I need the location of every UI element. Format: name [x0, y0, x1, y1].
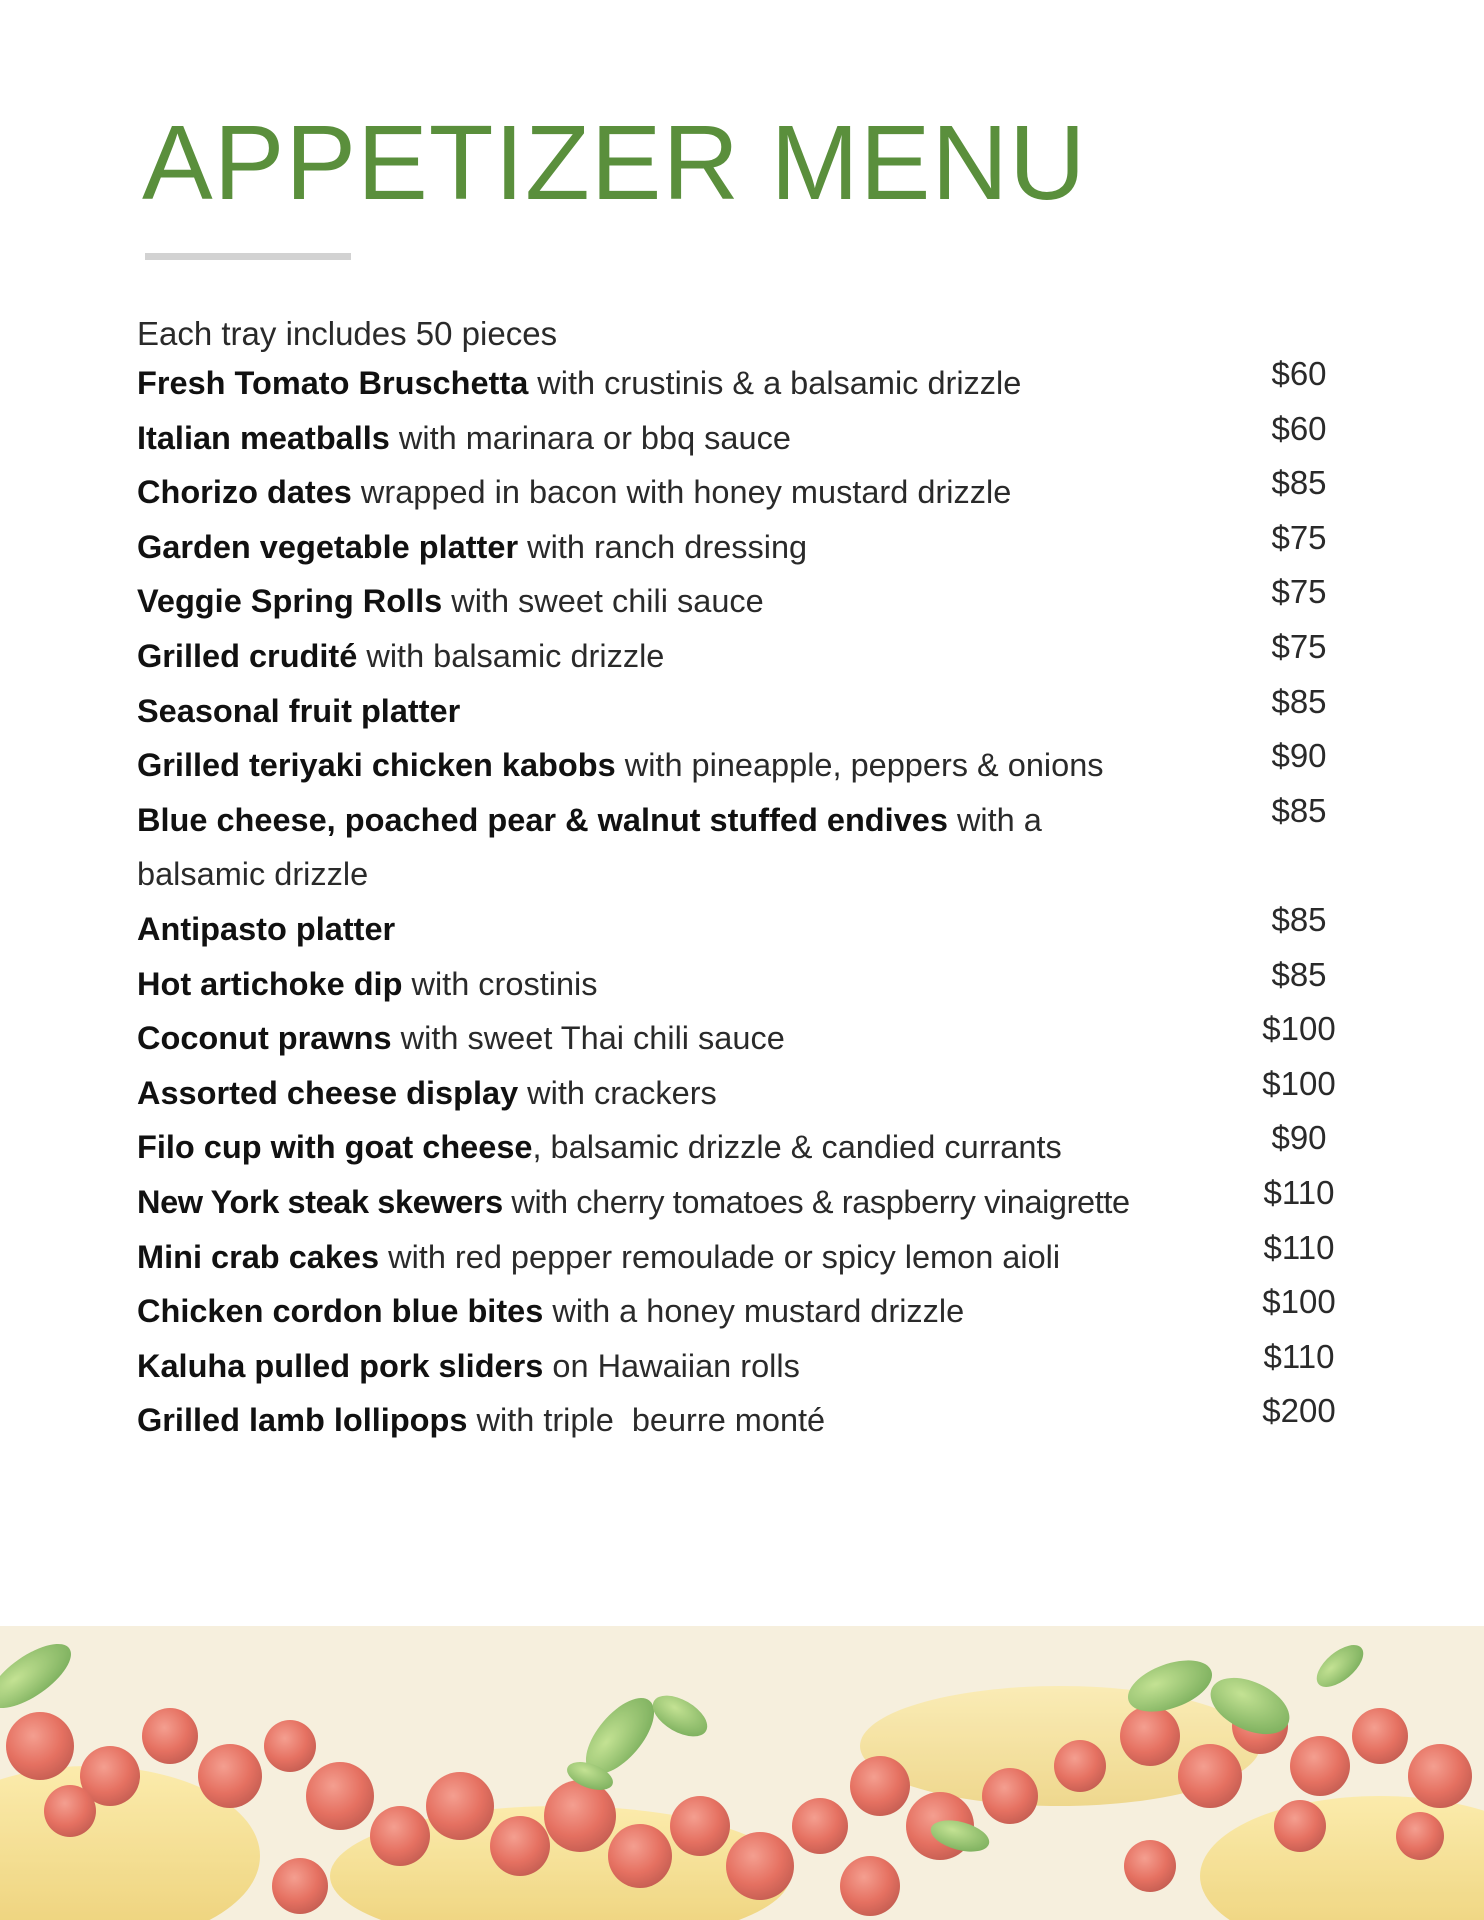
bruschetta-illustration — [0, 1626, 1484, 1920]
menu-item — [137, 957, 1337, 1012]
item-description: , balsamic drizzle & candied currants — [532, 1129, 1062, 1166]
item-name: Fresh Tomato Bruschetta — [137, 365, 529, 401]
menu-item — [137, 1230, 1337, 1285]
menu-item — [137, 1175, 1337, 1230]
item-price: $60 — [1271, 409, 1327, 447]
item-price: $90 — [1271, 1119, 1327, 1157]
item-price: $110 — [1263, 1173, 1335, 1211]
item-description: with a balsamic drizzle — [137, 801, 1042, 893]
item-description: with triple beurre monté — [467, 1402, 826, 1439]
item-price: $100 — [1262, 1010, 1336, 1048]
menu-item — [137, 520, 1337, 575]
item-name: Chicken cordon blue bites — [137, 1293, 544, 1330]
item-description: with marinara or bbq sauce — [389, 419, 791, 456]
item-description: with cherry tomatoes & raspberry vinaigrette — [502, 1183, 1130, 1220]
menu-list — [137, 312, 1337, 1448]
menu-item — [137, 629, 1337, 684]
item-name: Veggie Spring Rolls — [137, 583, 443, 620]
item-price: $100 — [1262, 1283, 1336, 1321]
item-price: $90 — [1271, 737, 1327, 775]
menu-item — [137, 1120, 1337, 1175]
item-price: $200 — [1262, 1392, 1336, 1430]
item-price: $75 — [1271, 518, 1327, 556]
item-price: $85 — [1271, 791, 1327, 829]
item-price: $85 — [1271, 900, 1327, 938]
item-description: with ranch dressing — [518, 528, 808, 565]
item-description: with crustinis & a balsamic drizzle — [528, 365, 1022, 401]
item-name: Grilled lamb lollipops — [137, 1402, 468, 1439]
item-name: Assorted cheese display — [137, 1074, 519, 1111]
page-title: APPETIZER MENU — [142, 104, 1087, 222]
menu-item — [137, 902, 1337, 957]
menu-item — [137, 356, 1337, 411]
item-name: Blue cheese, poached pear & walnut stuffed endives — [137, 801, 948, 838]
item-description: with a honey mustard drizzle — [543, 1293, 965, 1330]
menu-item — [137, 1011, 1337, 1066]
item-name: Mini crab cakes — [137, 1238, 380, 1275]
item-description: on Hawaiian rolls — [543, 1347, 800, 1384]
title-divider — [145, 253, 351, 260]
item-price: $100 — [1262, 1064, 1336, 1102]
menu-item — [137, 465, 1337, 520]
menu-item — [137, 1339, 1337, 1394]
item-description: with crostinis — [402, 965, 598, 1002]
menu-item — [137, 684, 1337, 739]
item-name: New York steak skewers — [137, 1183, 503, 1220]
tray-note: Each tray includes 50 pieces — [137, 315, 558, 352]
menu-item — [137, 1284, 1337, 1339]
menu-item — [137, 738, 1337, 793]
item-description: with balsamic drizzle — [357, 637, 665, 674]
item-name: Hot artichoke dip — [137, 965, 403, 1002]
item-name: Filo cup with goat cheese — [137, 1129, 533, 1166]
item-name: Coconut prawns — [137, 1020, 392, 1057]
item-description: with crackers — [518, 1074, 717, 1111]
item-price: $60 — [1271, 355, 1327, 392]
item-description: wrapped in bacon with honey mustard drizzle — [351, 474, 1012, 511]
item-description: with pineapple, peppers & onions — [615, 747, 1104, 784]
item-price: $85 — [1271, 955, 1327, 993]
item-price: $75 — [1271, 627, 1327, 665]
menu-item — [137, 1393, 1337, 1448]
item-description: with sweet chili sauce — [442, 583, 764, 620]
item-price: $110 — [1263, 1228, 1335, 1266]
item-name: Italian meatballs — [137, 419, 390, 456]
item-price: $85 — [1271, 682, 1327, 720]
item-description: with sweet Thai chili sauce — [391, 1020, 785, 1057]
item-name: Grilled teriyaki chicken kabobs — [137, 747, 616, 784]
menu-item — [137, 574, 1337, 629]
item-price: $75 — [1271, 573, 1327, 611]
item-name: Garden vegetable platter — [137, 528, 519, 565]
item-description: with red pepper remoulade or spicy lemon aioli — [379, 1238, 1061, 1275]
menu-item — [137, 1066, 1337, 1121]
item-price: $85 — [1271, 464, 1327, 502]
item-name: Seasonal fruit platter — [137, 692, 461, 729]
bruschetta-photo — [0, 1626, 1484, 1920]
menu-item — [137, 411, 1337, 466]
item-name: Chorizo dates — [137, 474, 352, 511]
menu-item — [137, 793, 1337, 902]
item-price: $110 — [1263, 1337, 1335, 1375]
item-name: Antipasto platter — [137, 910, 396, 947]
item-name: Grilled crudité — [137, 637, 358, 674]
item-name: Kaluha pulled pork sliders — [137, 1347, 544, 1384]
